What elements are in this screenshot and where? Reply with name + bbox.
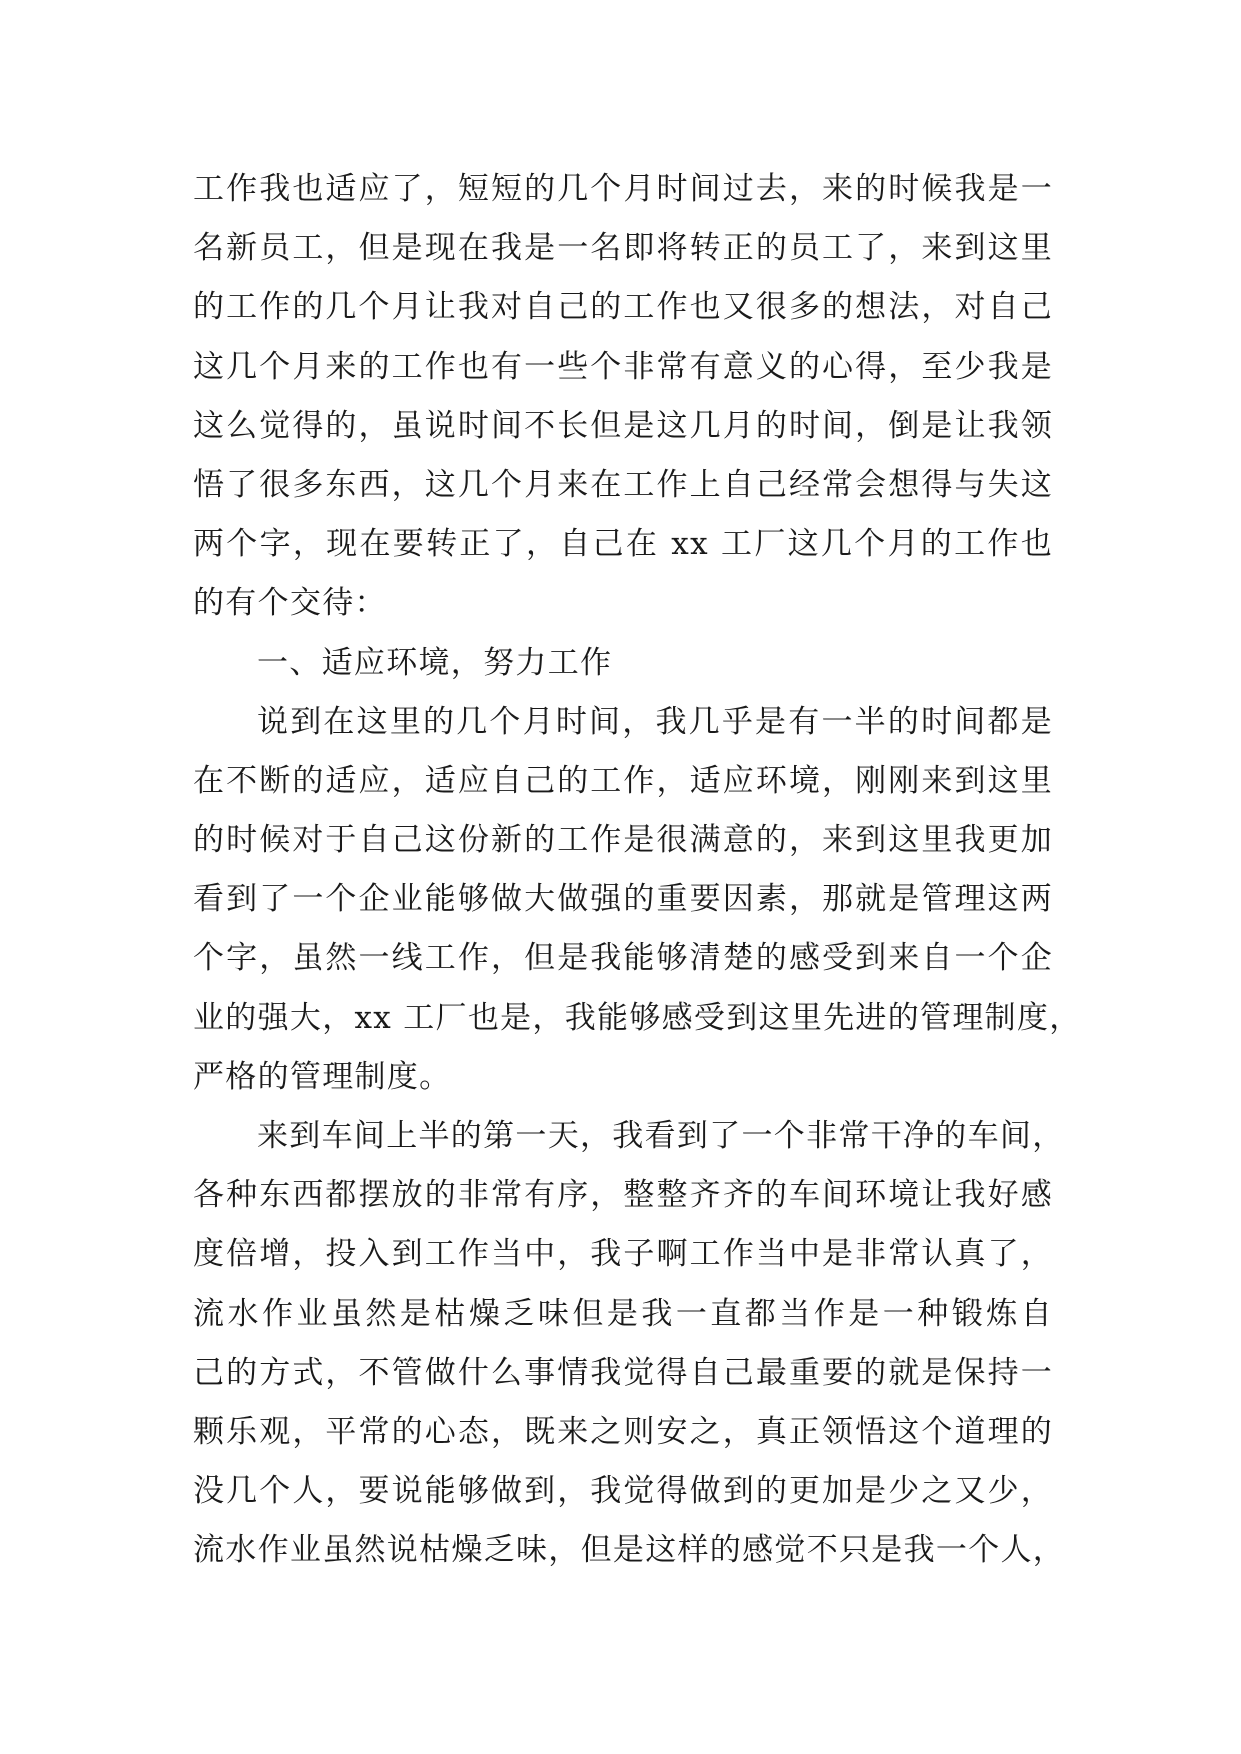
text-line: 业的强大，xx 工厂也是，我能够感受到这里先进的管理制度， xyxy=(193,999,1082,1036)
text-line: 各种东西都摆放的非常有序，整整齐齐的车间环境让我好感 xyxy=(193,1177,1053,1214)
text-line: 颗乐观，平常的心态，既来之则安之，真正领悟这个道理的 xyxy=(193,1413,1053,1450)
text-line: 看到了一个企业能够做大做强的重要因素，那就是管理这两 xyxy=(193,881,1053,918)
text-line: 来到车间上半的第一天，我看到了一个非常干净的车间， xyxy=(257,1118,1065,1154)
text-line: 的时候对于自己这份新的工作是很满意的，来到这里我更加 xyxy=(193,822,1053,859)
text-line: 流水作业虽然说枯燥乏味，但是这样的感觉不只是我一个人， xyxy=(193,1532,1066,1569)
text-line: 在不断的适应，适应自己的工作，适应环境，刚刚来到这里 xyxy=(193,762,1053,799)
text-line: 工作我也适应了，短短的几个月时间过去，来的时候我是一 xyxy=(193,171,1053,207)
text-line: 说到在这里的几个月时间，我几乎是有一半的时间都是 xyxy=(257,703,1053,740)
text-line: 严格的管理制度。 xyxy=(193,1058,452,1095)
section-heading: 一、适应环境，努力工作 xyxy=(257,644,613,681)
text-line: 己的方式，不管做什么事情我觉得自己最重要的就是保持一 xyxy=(193,1354,1053,1391)
text-line: 个字，虽然一线工作，但是我能够清楚的感受到来自一个企 xyxy=(193,940,1053,977)
text-line: 这么觉得的，虽说时间不长但是这几月的时间，倒是让我领 xyxy=(193,407,1053,444)
text-line: 没几个人，要说能够做到，我觉得做到的更加是少之又少， xyxy=(193,1473,1053,1510)
body-text xyxy=(193,160,1082,1581)
text-line: 名新员工，但是现在我是一名即将转正的员工了，来到这里 xyxy=(193,230,1053,267)
text-line: 的工作的几个月让我对自己的工作也又很多的想法，对自己 xyxy=(193,289,1053,326)
text-line: 两个字，现在要转正了，自己在 xx 工厂这几个月的工作也 xyxy=(193,526,1053,563)
text-line: 的有个交待： xyxy=(193,585,387,622)
text-line: 这几个月来的工作也有一些个非常有意义的心得，至少我是 xyxy=(193,348,1053,385)
text-line: 悟了很多东西，这几个月来在工作上自己经常会想得与失这 xyxy=(193,466,1053,503)
text-line: 流水作业虽然是枯燥乏味但是我一直都当作是一种锻炼自 xyxy=(193,1295,1053,1332)
text-line: 度倍增，投入到工作当中，我子啊工作当中是非常认真了， xyxy=(193,1236,1053,1273)
